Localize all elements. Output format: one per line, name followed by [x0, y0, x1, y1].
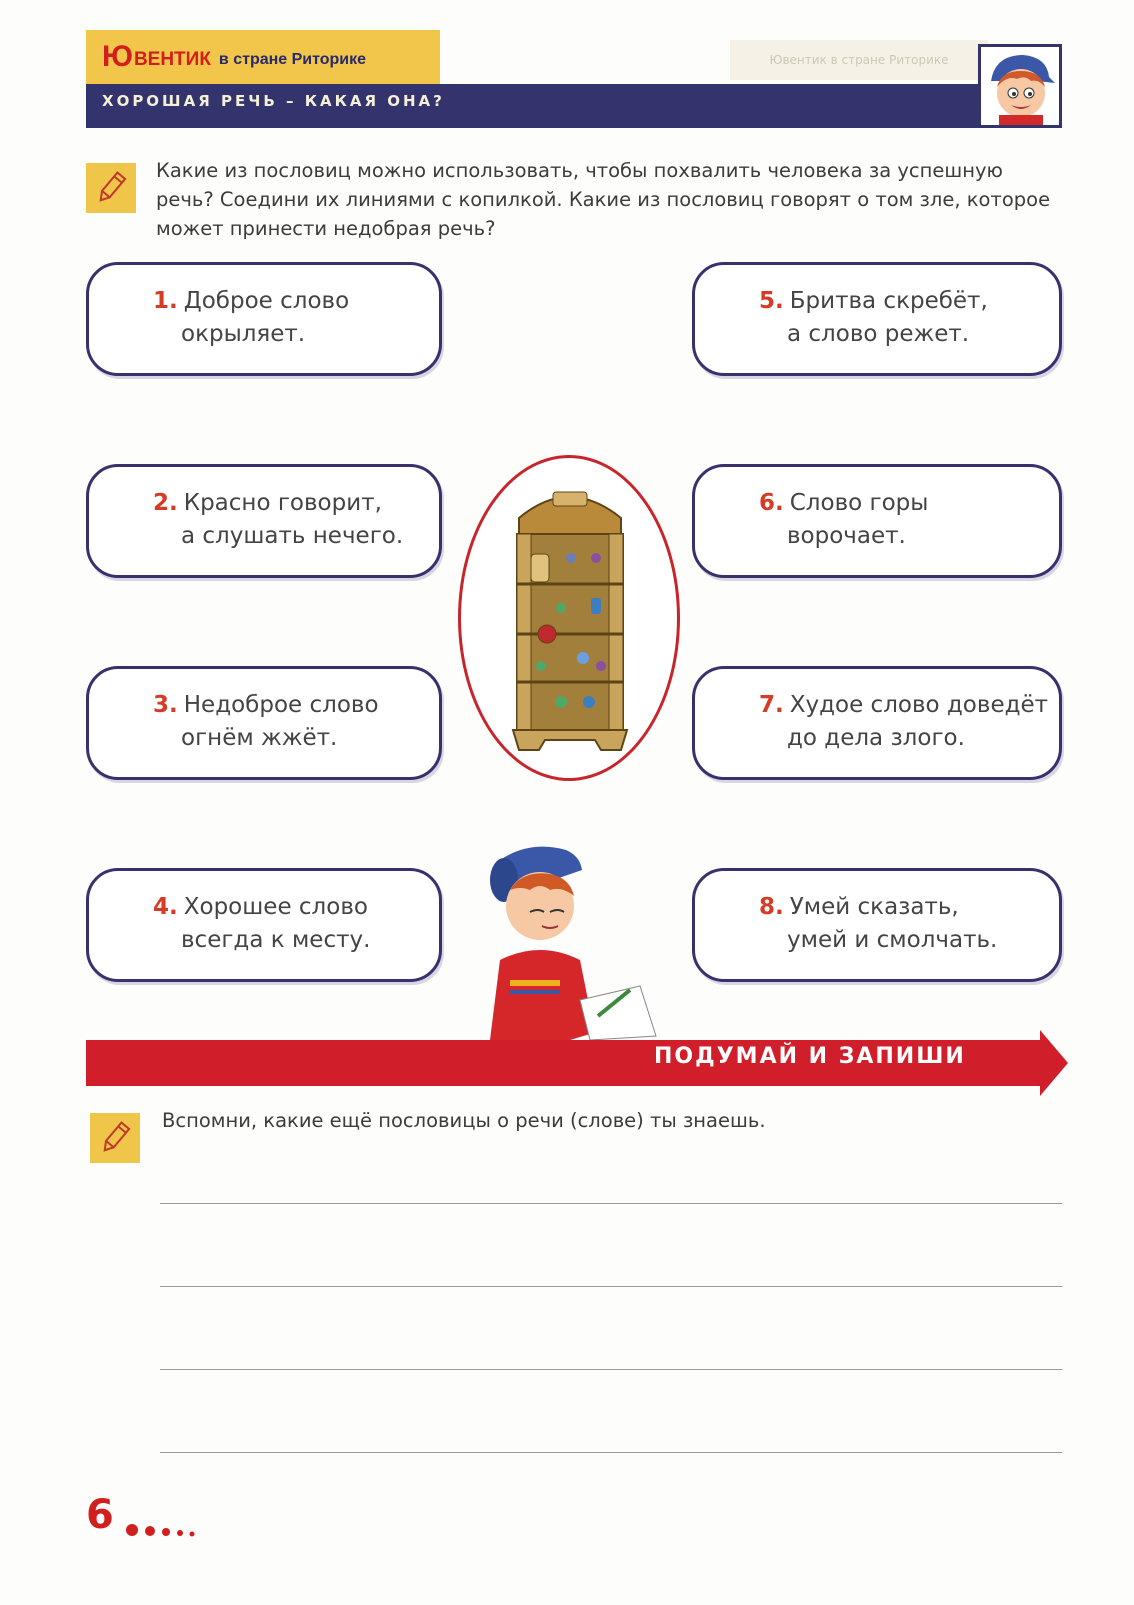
- boy-face-icon: [981, 47, 1059, 125]
- faded-header-text: Ювентик в стране Риторике: [769, 53, 949, 67]
- pencil-icon: [97, 1120, 133, 1156]
- proverb-number: 3.: [153, 692, 178, 718]
- proverb-text: Доброе слово: [183, 288, 350, 314]
- proverb-text: Умей сказать,: [789, 894, 959, 920]
- pencil-task-marker: [90, 1113, 140, 1163]
- task2-instructions: Вспомни, какие ещё пословицы о речи (слове) ты знаешь.: [162, 1109, 766, 1132]
- proverb-text: а слушать нечего.: [181, 523, 404, 549]
- proverb-card[interactable]: [86, 666, 442, 780]
- proverb-card[interactable]: [86, 464, 442, 578]
- proverb-text: умей и смолчать.: [787, 927, 998, 953]
- arrow-right-icon: [1040, 1030, 1070, 1096]
- faded-header-tab: [730, 40, 988, 80]
- proverb-text: всегда к месту.: [181, 927, 371, 953]
- proverb-number: 7.: [759, 692, 784, 718]
- proverb-text: Недоброе слово: [183, 692, 379, 718]
- proverb-number: 4.: [153, 894, 178, 920]
- series-initial: Ю: [102, 40, 132, 73]
- proverb-text: огнём жжёт.: [181, 725, 338, 751]
- proverb-text: Красно говорит,: [183, 490, 382, 516]
- answer-line[interactable]: [160, 1452, 1062, 1453]
- page-number: 6: [86, 1492, 114, 1538]
- piggy-bank-target[interactable]: [458, 455, 680, 781]
- proverb-text: Хорошее слово: [183, 894, 368, 920]
- proverb-number: 2.: [153, 490, 178, 516]
- lesson-title: ХОРОШАЯ РЕЧЬ – КАКАЯ ОНА?: [102, 92, 445, 110]
- proverb-card[interactable]: [692, 666, 1062, 780]
- boy-writing-illustration: [470, 840, 660, 1040]
- avatar: [978, 44, 1062, 128]
- pencil-icon: [93, 170, 129, 206]
- proverb-text: Слово горы: [789, 490, 929, 516]
- proverb-number: 1.: [153, 288, 178, 314]
- proverb-card[interactable]: [692, 464, 1062, 578]
- proverb-card[interactable]: [692, 868, 1062, 982]
- proverb-card[interactable]: [86, 868, 442, 982]
- answer-line[interactable]: [160, 1286, 1062, 1287]
- treasure-chest-icon: [461, 458, 677, 778]
- answer-line[interactable]: [160, 1203, 1062, 1204]
- proverb-text: Худое слово доведёт: [789, 692, 1049, 718]
- proverb-number: 6.: [759, 490, 784, 516]
- proverb-text: до дела злого.: [787, 725, 965, 751]
- section-title: ПОДУМАЙ И ЗАПИШИ: [654, 1044, 966, 1069]
- proverb-card[interactable]: [86, 262, 442, 376]
- proverb-card[interactable]: [692, 262, 1062, 376]
- proverb-number: 5.: [759, 288, 784, 314]
- page-dots-decoration: [122, 1510, 212, 1540]
- series-title-tab: [86, 30, 440, 84]
- pencil-task-marker: [86, 163, 136, 213]
- series-name: ВЕНТИК: [133, 49, 211, 70]
- proverb-number: 8.: [759, 894, 784, 920]
- proverb-text: ворочает.: [787, 523, 906, 549]
- answer-line[interactable]: [160, 1369, 1062, 1370]
- proverb-text: а слово режет.: [787, 321, 970, 347]
- proverb-text: окрыляет.: [181, 321, 306, 347]
- task-instructions: Какие из пословиц можно использовать, чтобы похвалить человека за успешную речь? Соедини их линиями с копилкой. Какие из пословиц говорят о том зле, которое может принести недобрая речь?: [156, 159, 1051, 240]
- proverb-text: Бритва скребёт,: [789, 288, 988, 314]
- series-subtitle: в стране Риторике: [218, 51, 367, 68]
